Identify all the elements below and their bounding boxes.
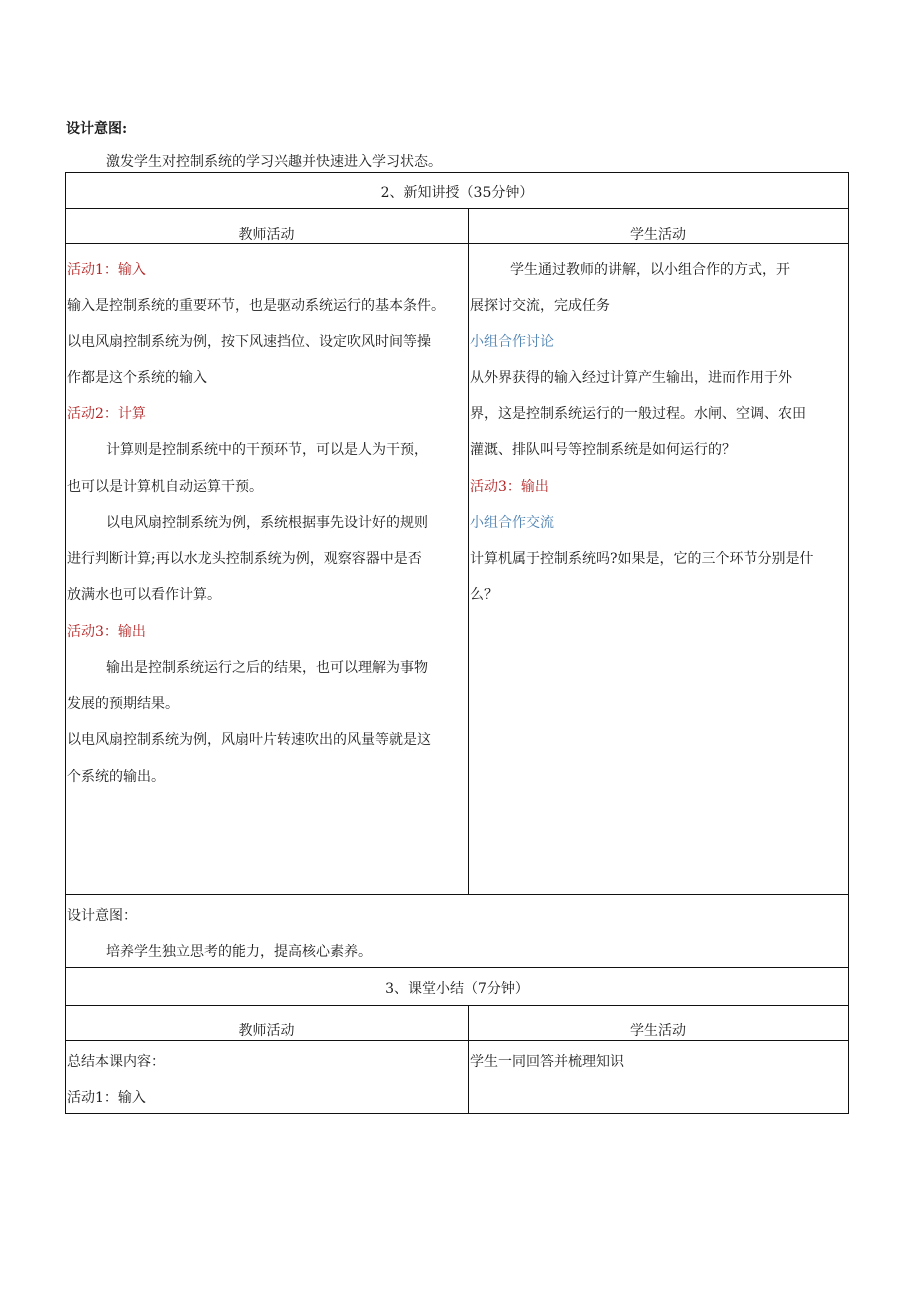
- teacher-text-line: 作都是这个系统的输入: [67, 370, 207, 386]
- row-divider: [65, 894, 849, 895]
- intro-heading: 设计意图:: [66, 121, 128, 137]
- teacher-text-line: 个系统的输出。: [67, 769, 165, 785]
- teacher-text-line: 计算则是控制系统中的干预环节，可以是人为干预，: [106, 442, 428, 458]
- section3-student-line: 学生一同回答并梳理知识: [470, 1054, 624, 1070]
- teacher-text-line: 以电风扇控制系统为例，风扇叶片转速吹出的风量等就是这: [67, 732, 431, 748]
- table-border-top: [65, 172, 849, 173]
- intro-text: 激发学生对控制系统的学习兴趣并快速进入学习状态。: [106, 154, 442, 170]
- student-text-line: 从外界获得的输入经过计算产生输出，进而作用于外: [470, 370, 792, 386]
- table-border-bottom: [65, 1113, 849, 1114]
- student-text-line: 灌溉、排队叫号等控制系统是如何运行的？: [470, 442, 736, 458]
- section3-teacher-header: 教师活动: [238, 1023, 295, 1039]
- design-intent-heading: 设计意图：: [67, 908, 137, 924]
- row-divider: [65, 967, 849, 968]
- student-text-line: 么？: [470, 587, 498, 603]
- teacher-text-line: 以电风扇控制系统为例，系统根据事先设计好的规则: [106, 515, 428, 531]
- row-divider: [65, 1040, 849, 1041]
- student-text-line: 界，这是控制系统运行的一般过程。水闸、空调、农田: [470, 406, 806, 422]
- row-divider: [65, 1005, 849, 1006]
- column-divider: [468, 208, 469, 895]
- student-group-discussion: 小组合作讨论: [470, 334, 554, 350]
- section2-teacher-header: 教师活动: [238, 227, 295, 243]
- teacher-text-line: 输入是控制系统的重要环节，也是驱动系统运行的基本条件。: [67, 298, 445, 314]
- student-activity3-title: 活动3：输出: [470, 479, 549, 495]
- section2-title: 2、新知讲授（35分钟）: [380, 185, 534, 201]
- section3-teacher-line: 总结本课内容：: [67, 1054, 165, 1070]
- section3-student-header: 学生活动: [630, 1023, 686, 1039]
- table-border-left: [65, 172, 66, 1114]
- teacher-text-line: 输出是控制系统运行之后的结果，也可以理解为事物: [106, 660, 428, 676]
- teacher-text-line: 放满水也可以看作计算。: [67, 587, 221, 603]
- teacher-text-line: 发展的预期结果。: [67, 696, 179, 712]
- student-text-line: 计算机属于控制系统吗?如果是，它的三个环节分别是什: [470, 551, 814, 567]
- section2-student-header: 学生活动: [630, 227, 686, 243]
- teacher-activity1-title: 活动1：输入: [67, 262, 146, 278]
- teacher-text-line: 进行判断计算;再以水龙头控制系统为例，观察容器中是否: [67, 551, 422, 567]
- student-text-line: 学生通过教师的讲解，以小组合作的方式，开: [510, 262, 790, 278]
- student-group-exchange: 小组合作交流: [470, 515, 554, 531]
- student-text-line: 展探讨交流，完成任务: [470, 298, 610, 314]
- teacher-text-line: 也可以是计算机自动运算干预。: [67, 479, 263, 495]
- section3-title: 3、课堂小结（7分钟）: [385, 981, 529, 997]
- teacher-text-line: 以电风扇控制系统为例，按下风速挡位、设定吹风时间等操: [67, 334, 431, 350]
- table-border-right: [848, 172, 849, 1114]
- row-divider: [65, 208, 849, 209]
- teacher-activity2-title: 活动2：计算: [67, 406, 146, 422]
- design-intent-text: 培养学生独立思考的能力，提高核心素养。: [106, 944, 372, 960]
- section3-teacher-line: 活动1：输入: [67, 1090, 146, 1106]
- teacher-activity3-title: 活动3：输出: [67, 624, 146, 640]
